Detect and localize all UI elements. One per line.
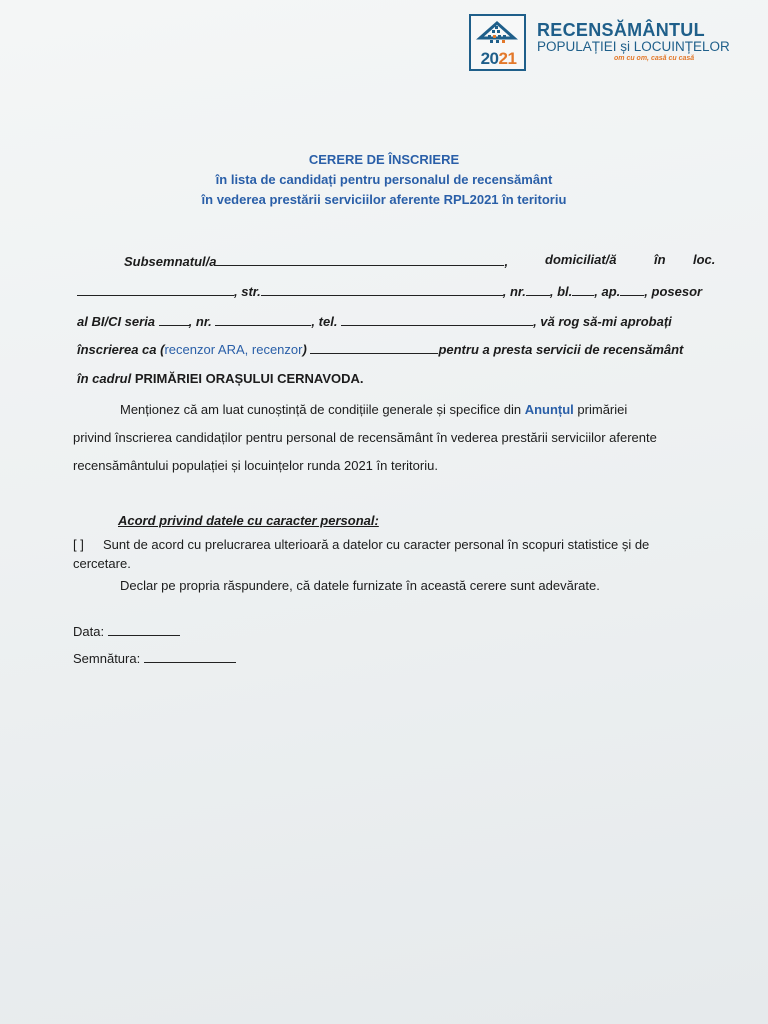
logo-year: 2021 <box>480 49 517 68</box>
paragraph-line-3: recensământului populației și locuințelor runda 2021 în teritoriu. <box>73 458 438 473</box>
id-number-field[interactable] <box>215 315 311 326</box>
paragraph-line-1: Menționez că am luat cunoștință de condițiile generale și specifice din Anunțul primăriei <box>120 402 628 417</box>
name-field[interactable] <box>216 255 504 266</box>
consent-checkbox[interactable]: [ ] <box>73 537 84 552</box>
id-series-field[interactable] <box>159 315 189 326</box>
consent-text-line-1: Sunt de acord cu prelucrarea ulterioară a datelor cu caracter personal în scopuri statistice și de <box>103 537 650 552</box>
label-in: în <box>654 252 666 267</box>
street-field[interactable] <box>261 285 503 296</box>
form-line-institution: în cadrul PRIMĂRIEI ORAȘULUI CERNAVODA. <box>77 371 364 386</box>
role-options: recenzor ARA, recenzor <box>164 342 303 357</box>
logo-subtitle: POPULAȚIEI și LOCUINȚELOR <box>537 39 730 54</box>
phone-field[interactable] <box>341 315 533 326</box>
logo-title: RECENSĂMÂNTUL <box>537 20 705 40</box>
label-loc: loc. <box>693 252 716 267</box>
form-line-id: al BI/CI seria , nr. , tel. , vă rog să-mi aprobați <box>77 314 672 329</box>
document-subtitle-1: în lista de candidați pentru personalul de recensământ <box>215 172 553 187</box>
announcement-link[interactable]: Anunțul <box>524 402 574 417</box>
form-line-name: Subsemnatul/a , <box>124 254 509 269</box>
declaration-text: Declar pe propria răspundere, că datele furnizate în această cerere sunt adevărate. <box>120 578 600 593</box>
role-field[interactable] <box>310 343 438 354</box>
signature-line: Semnătura: <box>73 651 236 666</box>
census-logo <box>469 14 526 71</box>
document-subtitle-2: în vederea prestării serviciilor aferente RPL2021 în teritoriu <box>201 192 567 207</box>
logo-tagline: om cu om, casă cu casă <box>614 55 695 62</box>
document-title: CERERE DE ÎNSCRIERE <box>308 152 460 167</box>
institution-name: PRIMĂRIEI ORAȘULUI CERNAVODA. <box>134 371 364 386</box>
date-field[interactable] <box>108 625 180 636</box>
form-line-role: înscrierea ca (recenzor ARA, recenzor) pentru a presta servicii de recensământ <box>77 342 684 357</box>
consent-heading: Acord privind datele cu caracter personal: <box>118 513 379 528</box>
label-domiciliat: domiciliat/ă <box>545 252 617 267</box>
consent-text-line-2: cercetare. <box>73 556 131 571</box>
date-line: Data: <box>73 624 180 639</box>
signature-field[interactable] <box>144 652 236 663</box>
block-field[interactable] <box>572 285 594 296</box>
paragraph-line-2: privind înscrierea candidaților pentru personal de recensământ în vederea prestării serviciilor aferente <box>73 430 657 445</box>
apartment-field[interactable] <box>620 285 644 296</box>
number-field[interactable] <box>526 285 550 296</box>
locality-field[interactable] <box>77 285 234 296</box>
form-line-address: , str. , nr. , bl. , ap. , posesor <box>77 284 702 299</box>
